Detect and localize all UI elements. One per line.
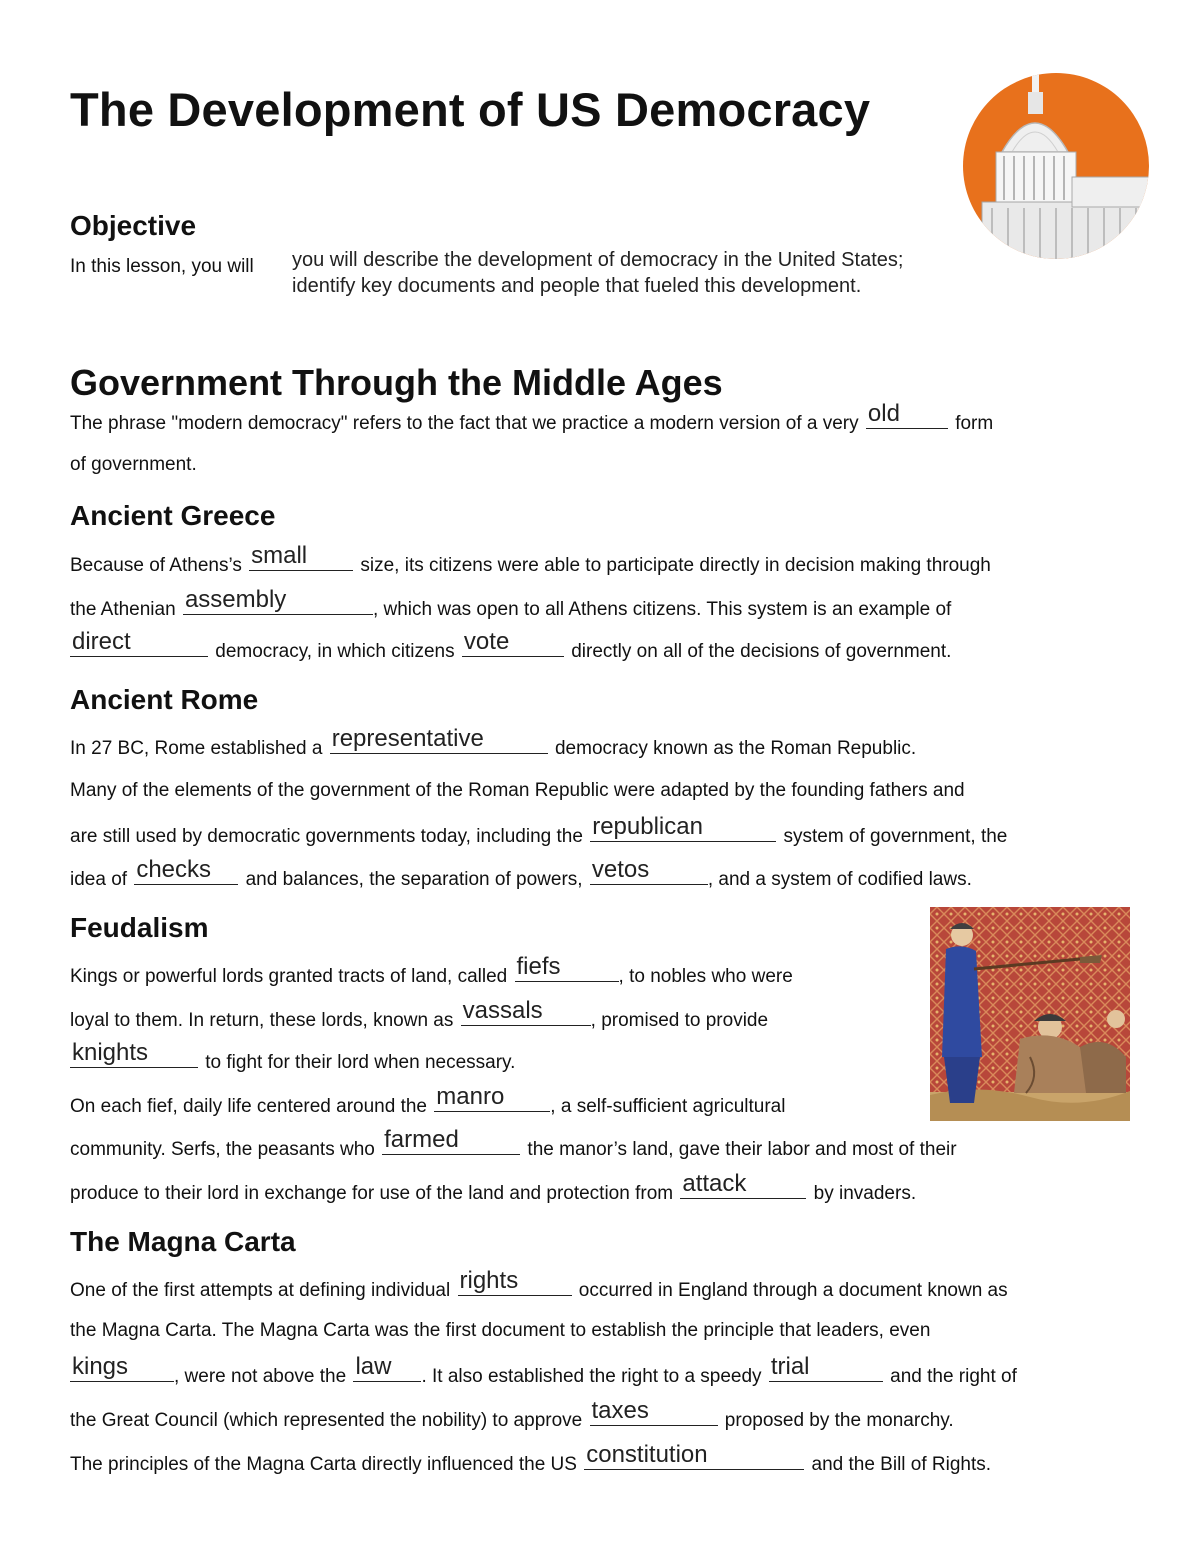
answer-knights: knights	[72, 1039, 149, 1066]
feudalism-line-2	[70, 997, 769, 1032]
feudalism-line-4	[70, 1083, 786, 1118]
answer-republican: republican	[592, 813, 703, 840]
text-segment: proposed by the monarchy.	[724, 1410, 954, 1431]
text-segment: occurred in England through a document known as	[578, 1280, 1008, 1301]
greece-line-1	[70, 542, 991, 577]
text-segment: are still used by democratic governments today, including the	[70, 826, 583, 847]
greece-line-3	[70, 628, 952, 663]
answer-blank[interactable]	[590, 856, 708, 885]
page-title: The Development of US Democracy	[70, 83, 871, 136]
capitol-dome-icon	[962, 72, 1150, 260]
rome-line-2: Many of the elements of the government of the Roman Republic were adapted by the founding fathers and	[70, 780, 965, 801]
text-segment: , were not above the	[174, 1366, 347, 1387]
answer-blank[interactable]	[70, 1353, 174, 1382]
text-segment: democracy known as the Roman Republic.	[554, 738, 917, 759]
magna-line-1	[70, 1267, 1008, 1302]
magna-line-5	[70, 1441, 992, 1476]
answer-small: small	[251, 542, 308, 569]
answer-blank[interactable]	[70, 1039, 198, 1068]
text-segment: by invaders.	[813, 1183, 917, 1204]
answer-old: old	[867, 400, 900, 427]
text-segment: loyal to them. In return, these lords, known as	[70, 1010, 454, 1031]
answer-blank[interactable]	[434, 1083, 550, 1112]
answer-blank[interactable]	[461, 997, 591, 1026]
answer-farmed: farmed	[384, 1126, 459, 1153]
text-segment: , to nobles who were	[618, 966, 793, 987]
text-segment: size, its citizens were able to participate directly in decision making through	[360, 555, 991, 576]
medieval-peasants-image	[930, 907, 1130, 1121]
magna-line-3	[70, 1353, 1017, 1388]
objective-heading: Objective	[70, 210, 197, 241]
feudalism-line-6	[70, 1170, 917, 1205]
text-segment: , and a system of codified laws.	[707, 869, 972, 890]
greece-line-2	[70, 586, 952, 621]
ancient-greece-heading: Ancient Greece	[70, 500, 276, 531]
feudalism-heading: Feudalism	[70, 912, 209, 943]
answer-blank[interactable]	[590, 813, 776, 842]
text-segment: One of the first attempts at defining individual	[70, 1280, 451, 1301]
answer-manro: manro	[436, 1083, 505, 1110]
answer-blank[interactable]	[70, 628, 208, 657]
middle-ages-line-1	[70, 400, 994, 435]
text-segment: democracy, in which citizens	[215, 641, 455, 662]
answer-blank[interactable]	[584, 1441, 804, 1470]
answer-blank[interactable]	[866, 400, 948, 429]
middle-ages-line-2: of government.	[70, 454, 197, 475]
objective-prompt: In this lesson, you will	[70, 256, 254, 277]
answer-blank[interactable]	[769, 1353, 883, 1382]
text-segment: idea of	[70, 869, 128, 890]
answer-checks: checks	[136, 856, 212, 883]
feudalism-line-5	[70, 1126, 957, 1161]
answer-rights: rights	[459, 1267, 519, 1294]
magna-line-4	[70, 1397, 954, 1432]
answer-blank[interactable]	[462, 628, 564, 657]
answer-trial: trial	[770, 1353, 810, 1380]
text-segment: and balances, the separation of powers,	[245, 869, 583, 890]
text-segment: , promised to provide	[590, 1010, 769, 1031]
text-segment: , which was open to all Athens citizens. This system is an example of	[372, 599, 952, 620]
answer-direct: direct	[72, 628, 131, 655]
text-segment: to fight for their lord when necessary.	[205, 1052, 516, 1073]
rome-line-4	[70, 856, 972, 891]
answer-constitution: constitution	[586, 1441, 708, 1468]
text-segment: In 27 BC, Rome established a	[70, 738, 323, 759]
answer-blank[interactable]	[515, 953, 619, 982]
ancient-rome-heading: Ancient Rome	[70, 684, 259, 715]
text-segment: Kings or powerful lords granted tracts of land, called	[70, 966, 508, 987]
answer-kings: kings	[72, 1353, 129, 1380]
middle-ages-heading: Government Through the Middle Ages	[70, 362, 723, 403]
answer-assembly: assembly	[184, 586, 287, 613]
magna-carta-heading: The Magna Carta	[70, 1226, 296, 1257]
answer-blank[interactable]	[134, 856, 238, 885]
answer-fiefs: fiefs	[516, 953, 561, 980]
magna-line-2: the Magna Carta. The Magna Carta was the first document to establish the principle that leaders, even	[70, 1320, 931, 1341]
answer-blank[interactable]	[458, 1267, 572, 1296]
text-segment: produce to their lord in exchange for use of the land and protection from	[70, 1183, 674, 1204]
rome-line-1	[70, 725, 917, 760]
answer-representative: representative	[331, 725, 484, 752]
answer-law: law	[355, 1353, 392, 1380]
text-segment: system of government, the	[783, 826, 1008, 847]
text-segment: and the right of	[890, 1366, 1017, 1387]
answer-taxes: taxes	[591, 1397, 649, 1424]
text-segment: The phrase "modern democracy" refers to the fact that we practice a modern version of a very	[70, 413, 859, 434]
text-segment: the Athenian	[70, 599, 176, 620]
answer-blank[interactable]	[353, 1353, 421, 1382]
rome-line-3	[70, 813, 1008, 848]
text-segment: Because of Athens’s	[70, 555, 242, 576]
text-segment: and the Bill of Rights.	[811, 1454, 992, 1475]
answer-attack: attack	[682, 1170, 747, 1197]
answer-blank[interactable]	[183, 586, 373, 615]
text-segment: On each fief, daily life centered around the	[70, 1096, 428, 1117]
answer-blank[interactable]	[249, 542, 353, 571]
text-segment: form	[955, 413, 994, 434]
objective-answer[interactable]: you will describe the development of democracy in the United States; identify key documents and people that fueled this development.	[292, 249, 904, 297]
answer-blank[interactable]	[382, 1126, 520, 1155]
answer-vote: vote	[463, 628, 510, 655]
text-segment: The principles of the Magna Carta directly influenced the US	[70, 1454, 577, 1475]
text-segment: community. Serfs, the peasants who	[70, 1139, 375, 1160]
feudalism-line-1	[70, 953, 793, 988]
answer-blank[interactable]	[330, 725, 548, 754]
answer-vassals: vassals	[462, 997, 543, 1024]
answer-blank[interactable]	[680, 1170, 806, 1199]
feudalism-line-3	[70, 1039, 516, 1074]
text-segment: , a self-sufficient agricultural	[550, 1096, 786, 1117]
text-segment: the manor’s land, gave their labor and most of their	[527, 1139, 957, 1160]
text-segment: directly on all of the decisions of government.	[571, 641, 952, 662]
text-segment: the Great Council (which represented the nobility) to approve	[70, 1410, 583, 1431]
answer-vetos: vetos	[591, 856, 650, 883]
text-segment: . It also established the right to a speedy	[421, 1366, 762, 1387]
answer-blank[interactable]	[590, 1397, 718, 1426]
